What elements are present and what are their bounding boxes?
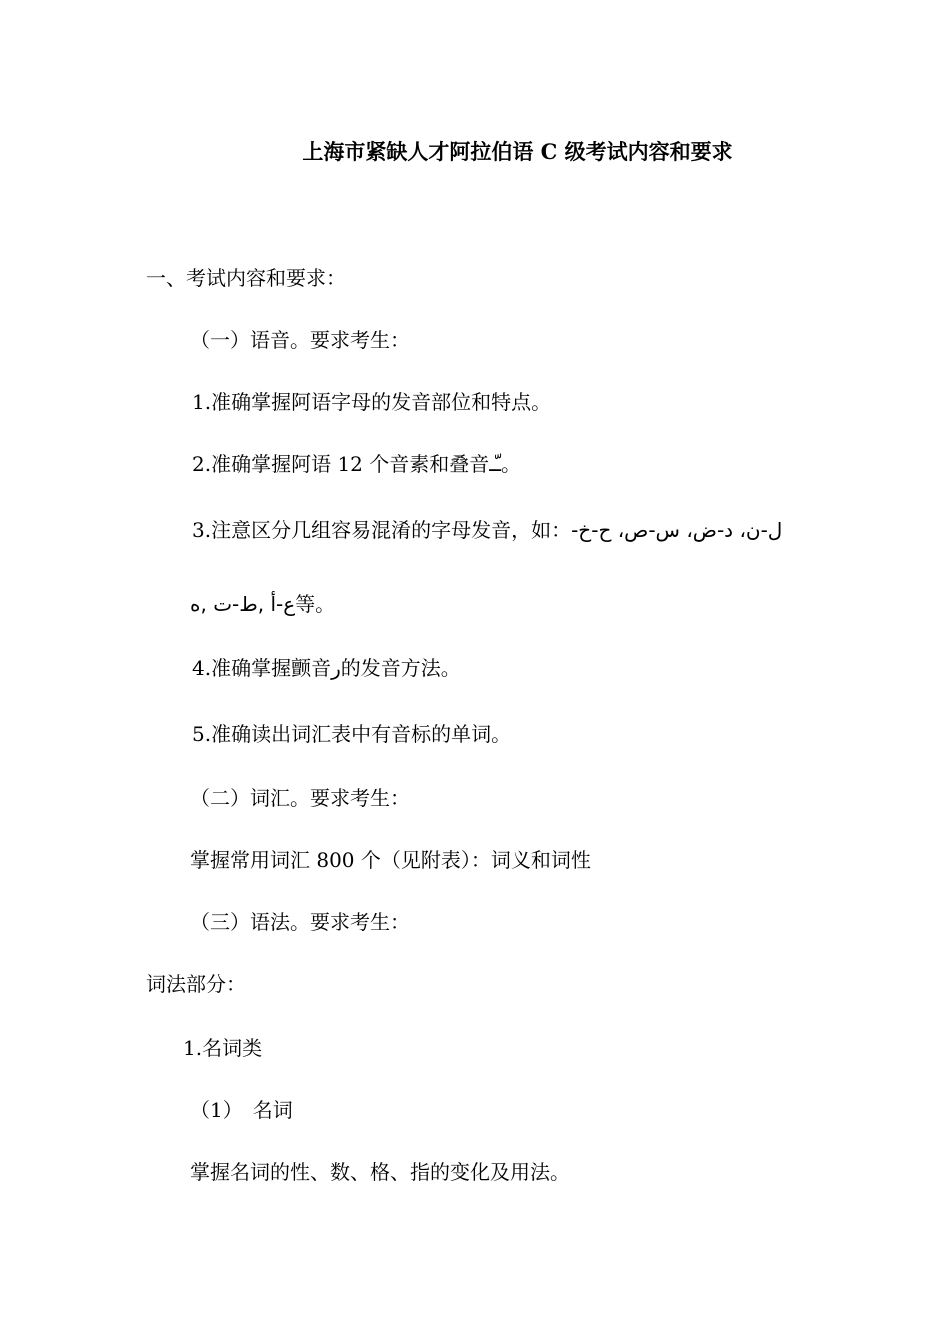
- item3-text: 3.注意区分几组容易混淆的字母发音，如：: [192, 518, 572, 542]
- item2-arabic: ـّـ: [489, 452, 501, 476]
- vocab-text: 掌握常用词汇 800 个（见附表）：词义和词性: [190, 848, 591, 872]
- item2-text: 2.准确掌握阿语 12 个音素和叠音: [192, 452, 490, 476]
- item3-arabic: ل-ن، د-ض، س-ص، ح-خ-: [571, 518, 783, 542]
- sub1-heading: （一）语音。要求考生：: [190, 328, 410, 352]
- section1-heading: 一、考试内容和要求：: [146, 266, 346, 290]
- item3-continuation: [190, 590, 335, 618]
- item5: 5.准确读出词汇表中有音标的单词。: [192, 722, 512, 746]
- item3-cont-end: 等。: [295, 592, 336, 616]
- item4: [192, 654, 461, 682]
- noun-desc: 掌握名词的性、数、格、指的变化及用法。: [190, 1160, 570, 1184]
- item3: [192, 516, 782, 544]
- item1: 1.准确掌握阿语字母的发音部位和特点。: [192, 390, 552, 414]
- item3-cont-arabic: ع-أ ,ط-ت ,ه: [190, 592, 296, 616]
- item2: [192, 450, 521, 478]
- noun-class: 1.名词类: [183, 1036, 263, 1060]
- noun-sub: （1） 名词: [190, 1098, 293, 1122]
- document-title: 上海市紧缺人才阿拉伯语 C 级考试内容和要求: [302, 139, 733, 164]
- item4-end: 的发音方法。: [340, 656, 461, 680]
- morphology-heading: 词法部分：: [146, 972, 246, 996]
- sub2-heading: （二）词汇。要求考生：: [190, 786, 410, 810]
- item2-end: 。: [500, 452, 521, 476]
- item4-arabic: ر: [331, 656, 341, 680]
- item4-text: 4.准确掌握颤音: [192, 656, 332, 680]
- sub3-heading: （三）语法。要求考生：: [190, 910, 410, 934]
